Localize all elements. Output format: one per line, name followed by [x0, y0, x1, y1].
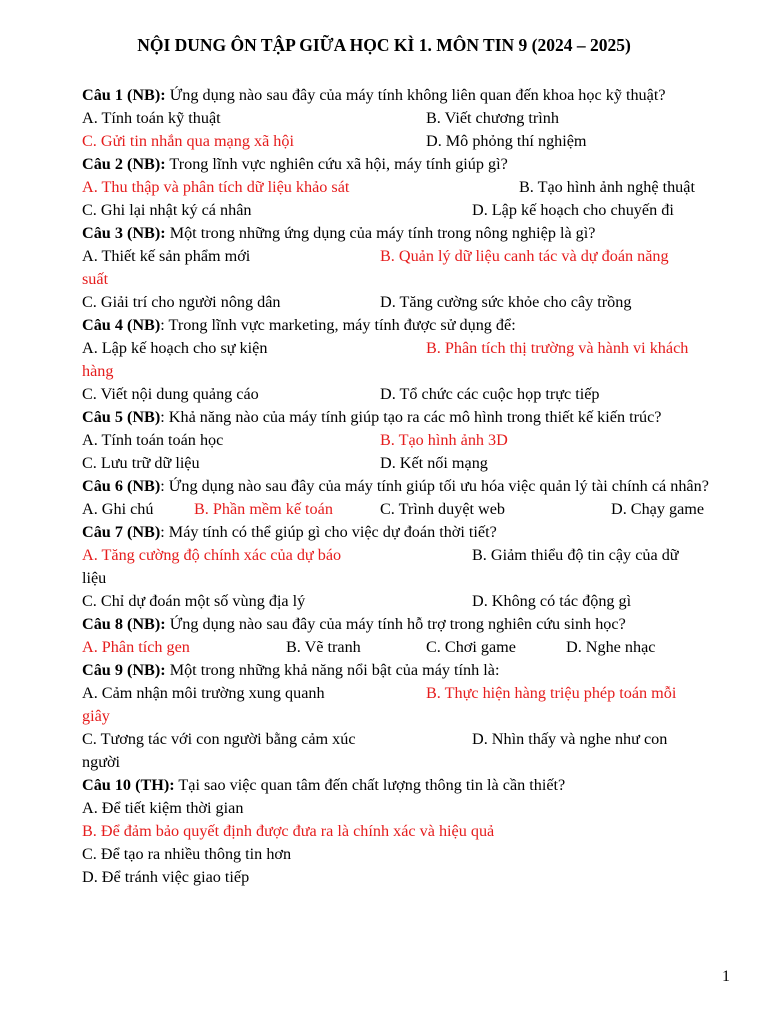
option-c: C. Chỉ dự đoán một số vùng địa lý: [82, 592, 306, 610]
question-text: Một trong những khả năng nổi bật của máy tính là:: [165, 661, 500, 679]
question-text: Tại sao việc quan tâm đến chất lượng thông tin là cần thiết?: [174, 776, 566, 794]
question-text: Một trong những ứng dụng của máy tính trong nông nghiệp là gì?: [165, 224, 596, 242]
question-text: : Trong lĩnh vực marketing, máy tính được sử dụng để:: [160, 316, 516, 334]
question-label: Câu 8 (NB):: [82, 615, 166, 633]
question-label: Câu 9 (NB):: [82, 661, 166, 679]
option-b-correct: B. Để đảm bảo quyết định được đưa ra là chính xác và hiệu quả: [82, 822, 495, 840]
option-c-correct: C. Gửi tin nhắn qua mạng xã hội: [82, 132, 294, 150]
question-6: [82, 475, 722, 498]
option-b: B. Tạo hình ảnh nghệ thuật: [519, 178, 695, 196]
option-c: C. Trình duyệt web: [380, 500, 506, 518]
question-2: [82, 153, 722, 176]
option-b-correct-line1: B. Quản lý dữ liệu canh tác và dự đoán năng: [380, 247, 669, 265]
option-a: A. Để tiết kiệm thời gian: [82, 799, 244, 817]
option-d: D. Mô phỏng thí nghiệm: [426, 132, 587, 150]
option-b-correct: B. Tạo hình ảnh 3D: [380, 431, 508, 449]
question-label: Câu 4 (NB): [82, 316, 161, 334]
option-a: A. Cảm nhận môi trường xung quanh: [82, 684, 325, 702]
option-a: A. Ghi chú: [82, 500, 154, 518]
option-row: [82, 452, 722, 475]
option-d: D. Tăng cường sức khỏe cho cây trồng: [380, 293, 632, 311]
question-label: Câu 5 (NB): [82, 408, 161, 426]
option-row: [82, 130, 722, 153]
question-label: Câu 10 (TH):: [82, 776, 175, 794]
option-b-correct-line2: hàng: [82, 362, 114, 380]
option-row: [82, 383, 722, 406]
question-4: [82, 314, 722, 337]
option-c: C. Viết nội dung quảng cáo: [82, 385, 259, 403]
page-title: NỘI DUNG ÔN TẬP GIỮA HỌC KÌ 1. MÔN TIN 9 (2024 – 2025): [137, 35, 631, 55]
option-d-line1: D. Nhìn thấy và nghe như con: [472, 730, 668, 748]
option-a-correct: A. Tăng cường độ chính xác của dự báo: [82, 546, 342, 564]
question-list: [82, 84, 722, 889]
option-b-line1: B. Giảm thiểu độ tin cậy của dữ: [472, 546, 679, 564]
option-row: [82, 291, 722, 314]
question-label: Câu 3 (NB):: [82, 224, 166, 242]
option-row: [82, 636, 722, 659]
option-c: C. Giải trí cho người nông dân: [82, 293, 281, 311]
option-b-correct-line2: suất: [82, 270, 109, 288]
question-label: Câu 7 (NB): [82, 523, 161, 541]
option-row: [82, 728, 722, 751]
option-row: [82, 176, 722, 199]
question-label: Câu 2 (NB):: [82, 155, 166, 173]
option-row: [82, 544, 722, 567]
option-c: C. Chơi game: [426, 638, 516, 656]
question-7: [82, 521, 722, 544]
question-3: [82, 222, 722, 245]
option-row: [82, 498, 722, 521]
option-row: [82, 682, 722, 705]
option-c: C. Để tạo ra nhiều thông tin hơn: [82, 845, 292, 863]
option-b-correct-line1: B. Phân tích thị trường và hành vi khách: [426, 339, 689, 357]
question-5: [82, 406, 722, 429]
question-text: Trong lĩnh vực nghiên cứu xã hội, máy tính giúp gì?: [165, 155, 508, 173]
option-a: A. Tính toán kỹ thuật: [82, 109, 221, 127]
option-b: B. Vẽ tranh: [286, 638, 361, 656]
option-d: D. Nghe nhạc: [566, 638, 656, 656]
option-row: [82, 429, 722, 452]
question-text: : Máy tính có thể giúp gì cho việc dự đoán thời tiết?: [160, 523, 497, 541]
option-d: D. Không có tác động gì: [472, 592, 632, 610]
option-d: D. Kết nối mạng: [380, 454, 488, 472]
option-b-correct-line1: B. Thực hiện hàng triệu phép toán mỗi: [426, 684, 677, 702]
question-8: [82, 613, 722, 636]
option-a: A. Tính toán toán học: [82, 431, 224, 449]
option-d: D. Lập kế hoạch cho chuyến đi: [472, 201, 674, 219]
option-b-correct-line2: giây: [82, 707, 110, 725]
option-row: [82, 590, 722, 613]
option-a: A. Thiết kế sản phẩm mới: [82, 247, 251, 265]
question-9: [82, 659, 722, 682]
option-c: C. Tương tác với con người bằng cảm xúc: [82, 730, 356, 748]
question-text: Ứng dụng nào sau đây của máy tính hỗ trợ trong nghiên cứu sinh học?: [165, 615, 626, 633]
option-a-correct: A. Phân tích gen: [82, 638, 190, 656]
page-number: 1: [722, 968, 730, 985]
option-b-correct: B. Phần mềm kế toán: [194, 500, 333, 518]
question-10: [82, 774, 722, 797]
option-row: [82, 245, 722, 268]
option-d: D. Tổ chức các cuộc họp trực tiếp: [380, 385, 600, 403]
question-1: [82, 84, 722, 107]
option-c: C. Ghi lại nhật ký cá nhân: [82, 201, 252, 219]
option-a-correct: A. Thu thập và phân tích dữ liệu khảo sát: [82, 178, 350, 196]
question-text: Ứng dụng nào sau đây của máy tính không liên quan đến khoa học kỹ thuật?: [165, 86, 666, 104]
question-label: Câu 1 (NB):: [82, 86, 166, 104]
option-row: [82, 199, 722, 222]
question-label: Câu 6 (NB): [82, 477, 161, 495]
question-text: : Ứng dụng nào sau đây của máy tính giúp tối ưu hóa việc quản lý tài chính cá nhân?: [160, 477, 709, 495]
option-d: D. Chạy game: [611, 500, 705, 518]
option-row: [82, 107, 722, 130]
option-d: D. Để tránh việc giao tiếp: [82, 868, 250, 886]
option-row: [82, 337, 722, 360]
option-a: A. Lập kế hoạch cho sự kiện: [82, 339, 268, 357]
option-b: B. Viết chương trình: [426, 109, 559, 127]
option-d-line2: người: [82, 753, 121, 771]
question-text: : Khả năng nào của máy tính giúp tạo ra các mô hình trong thiết kế kiến trúc?: [160, 408, 662, 426]
option-b-line2: liệu: [82, 569, 107, 587]
option-c: C. Lưu trữ dữ liệu: [82, 454, 200, 472]
